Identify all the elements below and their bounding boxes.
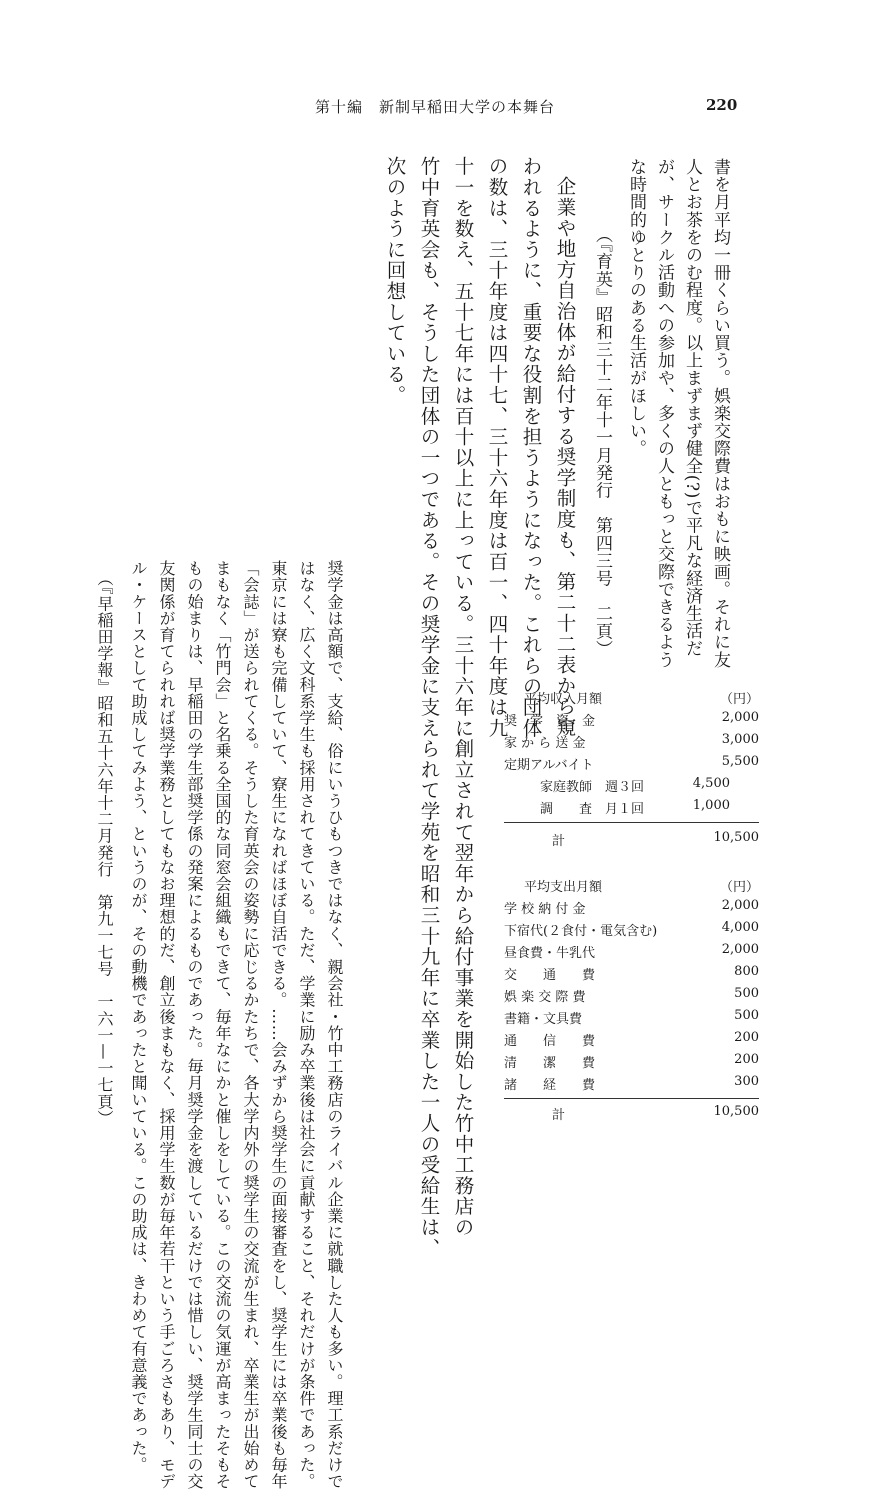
expense-total-value: 10,500 <box>713 1104 759 1119</box>
quote2-line: 「会誌」が送られてくる。そうした育英会の姿勢に応じるかたちで、各大学内外の奨学生の交流が生まれ、卒業生が出始めて <box>241 560 260 1490</box>
expense-row <box>504 898 759 918</box>
expense-row <box>504 920 759 940</box>
income-row-value: 3,000 <box>721 732 759 747</box>
income-row-value: 2,000 <box>721 710 759 725</box>
page-number: 220 <box>706 96 738 114</box>
expense-row-value: 200 <box>734 1030 759 1045</box>
expense-row-value: 500 <box>734 986 759 1001</box>
income-subrow-value: 1,000 <box>692 798 730 813</box>
income-row <box>504 732 759 752</box>
expense-row-label: 下宿代(２食付・電気含む) <box>504 924 658 939</box>
expense-row-label: 交 通 費 <box>504 968 596 983</box>
expense-row <box>504 1030 759 1050</box>
income-subrow-value: 4,500 <box>692 776 730 791</box>
expense-row-value: 2,000 <box>721 942 759 957</box>
body-line: われるように、重要な役割を担うようになった。これらの団体 <box>519 156 543 739</box>
expense-row <box>504 1008 759 1028</box>
expense-row-label: 通 信 費 <box>504 1034 596 1049</box>
quote2-line: 東京には寮も完備していて、寮生になればほぼ自活できる。……会みずから奨学生の面接審査をし、奨学生には卒業後も毎年 <box>269 560 288 1490</box>
expense-row-value: 200 <box>734 1052 759 1067</box>
running-header <box>0 96 874 124</box>
income-subrow <box>504 776 759 796</box>
income-table-title: 平均収入月額 <box>524 692 603 707</box>
table-rule <box>504 1098 759 1099</box>
income-row-label: 定期アルバイト <box>504 758 594 773</box>
income-row <box>504 710 759 730</box>
expense-row <box>504 986 759 1006</box>
expense-table-title: 平均支出月額 <box>524 880 603 895</box>
income-subrow <box>504 798 759 818</box>
expense-row-label: 書籍・文具費 <box>504 1012 583 1027</box>
quote2-line: もの始まりは、早稲田の学生部奨学係の発案によるものであった。毎月奨学金を渡しているだけでは惜しい、奨学生同士の交 <box>185 560 204 1490</box>
expense-row-value: 4,000 <box>721 920 759 935</box>
quote-citation: （『育英』昭和三十二年十一月発行 第四三号 二頁） <box>592 226 612 658</box>
income-table-unit: （円） <box>719 692 759 707</box>
expense-row-value: 2,000 <box>721 898 759 913</box>
expense-table-unit: （円） <box>719 880 759 895</box>
body-line: 企業や地方自治体が給付する奨学制度も、第二十二表から窺 <box>553 176 577 738</box>
body-line: 次のように回想している。 <box>383 156 407 406</box>
income-total-label: 計 <box>552 834 566 849</box>
expense-row-value: 300 <box>734 1074 759 1089</box>
chapter-title: 第十編 新制早稲田大学の本舞台 <box>315 98 556 116</box>
expense-row <box>504 1074 759 1094</box>
expense-row <box>504 942 759 962</box>
quote2-line: ル・ケースとして助成してみよう、というのが、その動機であったと聞いている。この助成は、きわめて有意義であった。 <box>129 560 148 1473</box>
expense-row-label: 諸 経 費 <box>504 1078 596 1093</box>
expense-total-label: 計 <box>552 1108 566 1123</box>
income-row-label: 家 か ら 送 金 <box>504 736 586 751</box>
quote-line: 書を月平均一冊くらい買う。娯楽交際費はおもに映画。それに友 <box>710 158 730 669</box>
quote2-line: まもなく「竹門会」と名乗る全国的な同窓会組織もできて、毎年なにかと催しをしている。この交流の気運が高まったそもそ <box>213 560 232 1490</box>
income-row-value: 5,500 <box>721 754 759 769</box>
quote2-line: はなく、広く文科系学生も採用されてきている。ただ、学業に励み卒業後は社会に貢献すること、それだけが条件であった。 <box>297 560 316 1490</box>
income-subrow-label: 家庭教師 週３回 <box>540 780 645 795</box>
expense-row <box>504 1052 759 1072</box>
body-line: 十一を数え、五十七年には百十以上に上っている。三十六年に創立されて翌年から給付事業を開始した竹中工務店の <box>451 156 475 1238</box>
income-subrow-label: 調 査 月１回 <box>540 802 645 817</box>
table-rule <box>504 822 759 823</box>
income-row-label: 奨 学 資 金 <box>504 714 596 729</box>
expense-row-value: 800 <box>734 964 759 979</box>
expense-total-row <box>504 1104 759 1124</box>
quote-line: が、サークル活動への参加や、多くの人ともっと交際できるよう <box>654 158 674 669</box>
body-line: 竹中育英会も、そうした団体の一つである。その奨学金に支えられて学苑を昭和三十九年に卒業した一人の受給生は、 <box>417 156 441 1259</box>
quote-line: 人とお茶をのむ程度。以上まずまず健全(?)で平凡な経済生活だ <box>682 158 702 658</box>
income-total-value: 10,500 <box>713 830 759 845</box>
expense-row-label: 娯 楽 交 際 費 <box>504 990 586 1005</box>
quote2-line: 友関係が育てられれば奨学業務としてもなお理想的だ、創立後まもなく、採用学生数が毎年若干という手ごろさもあり、モデ <box>157 560 176 1490</box>
quote-line: な時間的ゆとりのある生活がほしい。 <box>626 158 646 458</box>
expense-row-label: 学 校 納 付 金 <box>504 902 586 917</box>
quote2-citation: （『早稲田学報』昭和五十六年十二月発行 第九一七号 一六一—一七頁） <box>95 570 114 1127</box>
income-total-row <box>504 830 759 850</box>
expense-row-value: 500 <box>734 1008 759 1023</box>
expense-row <box>504 964 759 984</box>
quote2-line: 奨学金は高額で、支給、俗にいうひもつきではなく、親会社・竹中工務店のライバル企業に就職した人も多い。理工系だけで <box>325 560 344 1490</box>
income-row <box>504 754 759 774</box>
expense-row-label: 清 潔 費 <box>504 1056 596 1071</box>
expense-row-label: 昼食費・牛乳代 <box>504 946 596 961</box>
body-line: の数は、三十年度は四十七、三十六年度は百一、四十年度は九 <box>485 156 509 739</box>
